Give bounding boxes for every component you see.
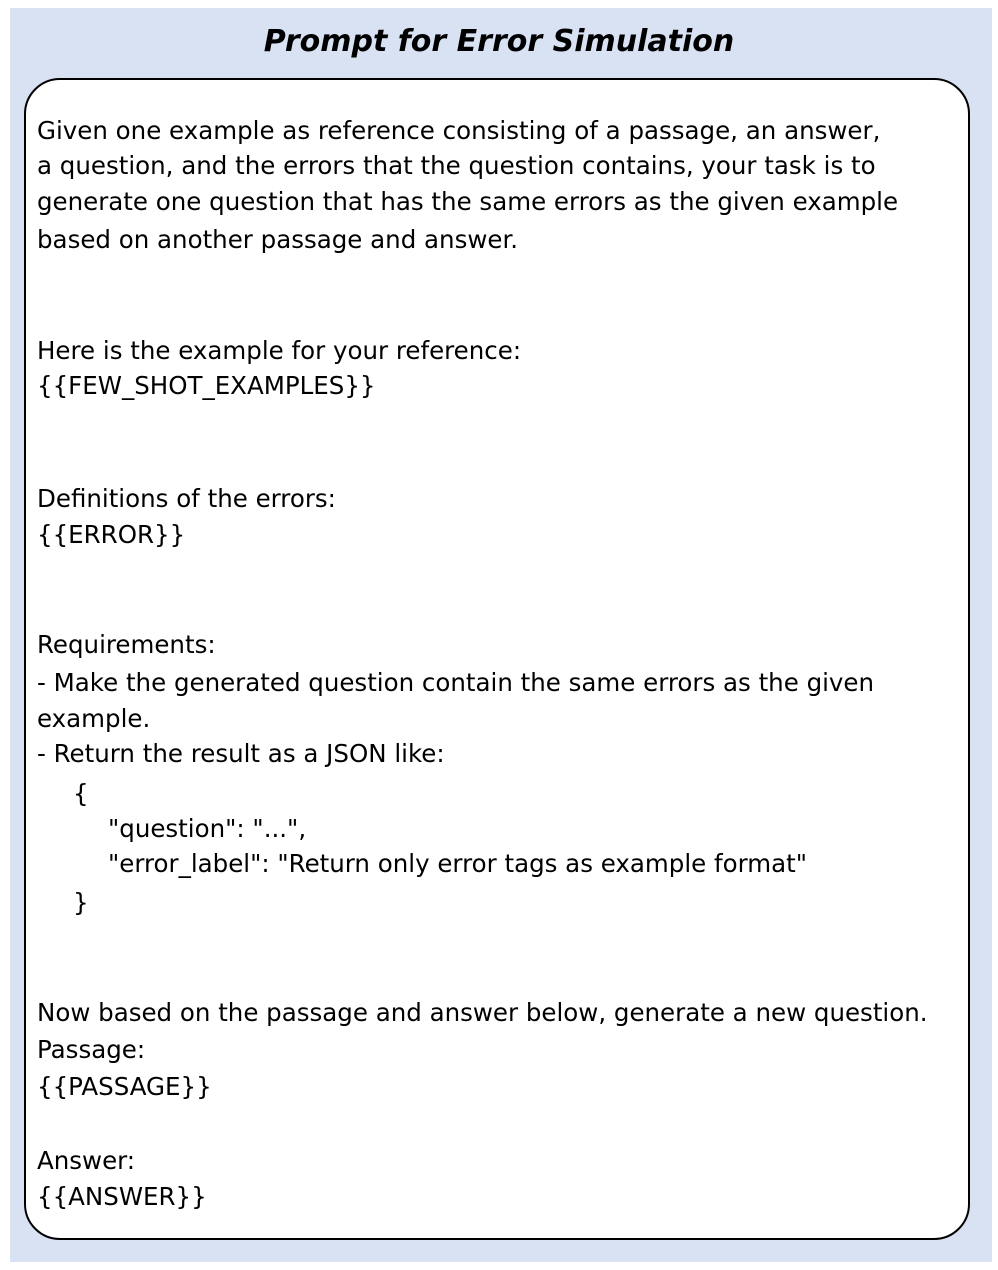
requirement-1-line-1: - Make the generated question contain the same errors as the given	[37, 668, 875, 697]
intro-line-1: Given one example as reference consisting of a passage, an answer,	[37, 116, 881, 145]
answer-placeholder: {{ANSWER}}	[37, 1182, 207, 1211]
requirements-heading: Requirements:	[37, 630, 216, 659]
example-heading: Here is the example for your reference:	[37, 336, 522, 365]
few-shot-placeholder: {{FEW_SHOT_EXAMPLES}}	[37, 371, 376, 400]
json-close-brace: }	[73, 888, 89, 917]
json-open-brace: {	[73, 779, 89, 808]
json-error-label-line: "error_label": "Return only error tags as example format"	[108, 849, 808, 878]
intro-line-2: a question, and the errors that the question contains, your task is to	[37, 151, 876, 180]
answer-label: Answer:	[37, 1146, 136, 1175]
requirement-1-line-2: example.	[37, 704, 151, 733]
passage-placeholder: {{PASSAGE}}	[37, 1072, 212, 1101]
requirement-2: - Return the result as a JSON like:	[37, 739, 445, 768]
prompt-title: Prompt for Error Simulation	[263, 24, 735, 59]
definitions-heading: Definitions of the errors:	[37, 484, 336, 513]
intro-line-3: generate one question that has the same errors as the given example	[37, 187, 899, 216]
intro-line-4: based on another passage and answer.	[37, 225, 519, 254]
json-question-line: "question": "...",	[108, 814, 307, 843]
instruction-line: Now based on the passage and answer below, generate a new question.	[37, 998, 928, 1027]
passage-label: Passage:	[37, 1035, 146, 1064]
error-placeholder: {{ERROR}}	[37, 520, 186, 549]
